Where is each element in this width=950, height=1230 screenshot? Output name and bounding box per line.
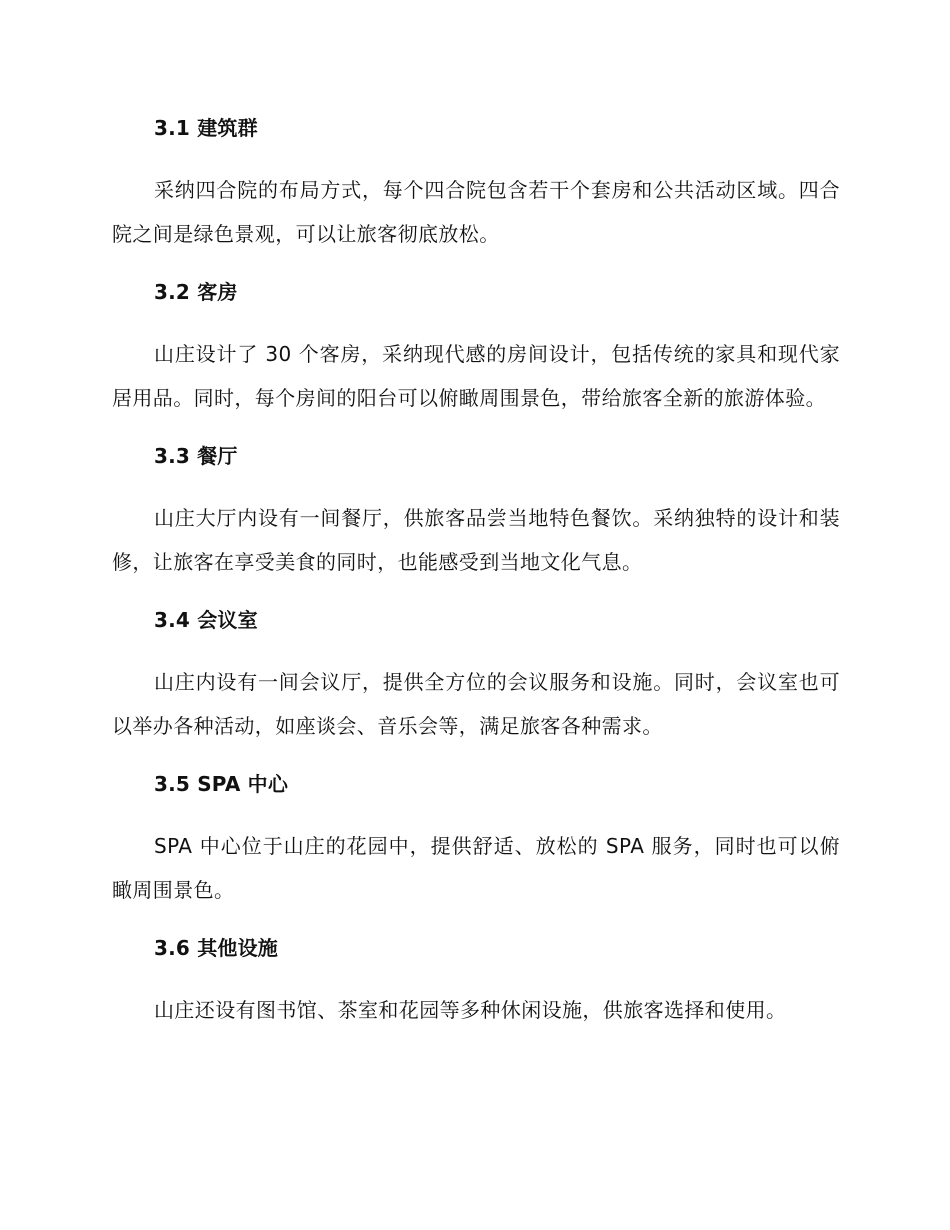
section-other-facilities [112,932,840,1032]
section-paragraph: 采纳四合院的布局方式，每个四合院包含若干个套房和公共活动区域。四合院之间是绿色景观，可以让旅客彻底放松。 [112,178,840,246]
section-paragraph: 山庄设计了 30 个客房，采纳现代感的房间设计，包括传统的家具和现代家居用品。同时，每个房间的阳台可以俯瞰周围景色，带给旅客全新的旅游体验。 [112,342,840,410]
section-rooms [112,276,840,420]
section-restaurant [112,440,840,584]
section-paragraph: 山庄大厅内设有一间餐厅，供旅客品尝当地特色餐饮。采纳独特的设计和装修，让旅客在享受美食的同时，也能感受到当地文化气息。 [112,506,840,574]
section-paragraph: 山庄内设有一间会议厅，提供全方位的会议服务和设施。同时，会议室也可以举办各种活动，如座谈会、音乐会等，满足旅客各种需求。 [112,670,840,738]
section-heading: 3.1 建筑群 [154,116,258,140]
section-heading: 3.5 SPA 中心 [154,772,289,796]
section-heading: 3.6 其他设施 [154,936,278,960]
section-buildings [112,112,840,256]
section-heading: 3.3 餐厅 [154,444,238,468]
section-heading: 3.2 客房 [154,280,238,304]
section-paragraph: 山庄还设有图书馆、茶室和花园等多种休闲设施，供旅客选择和使用。 [154,998,787,1022]
section-heading: 3.4 会议室 [154,608,258,632]
section-meeting-room [112,604,840,748]
section-spa [112,768,840,912]
section-paragraph: SPA 中心位于山庄的花园中，提供舒适、放松的 SPA 服务，同时也可以俯瞰周围景色。 [112,834,840,902]
